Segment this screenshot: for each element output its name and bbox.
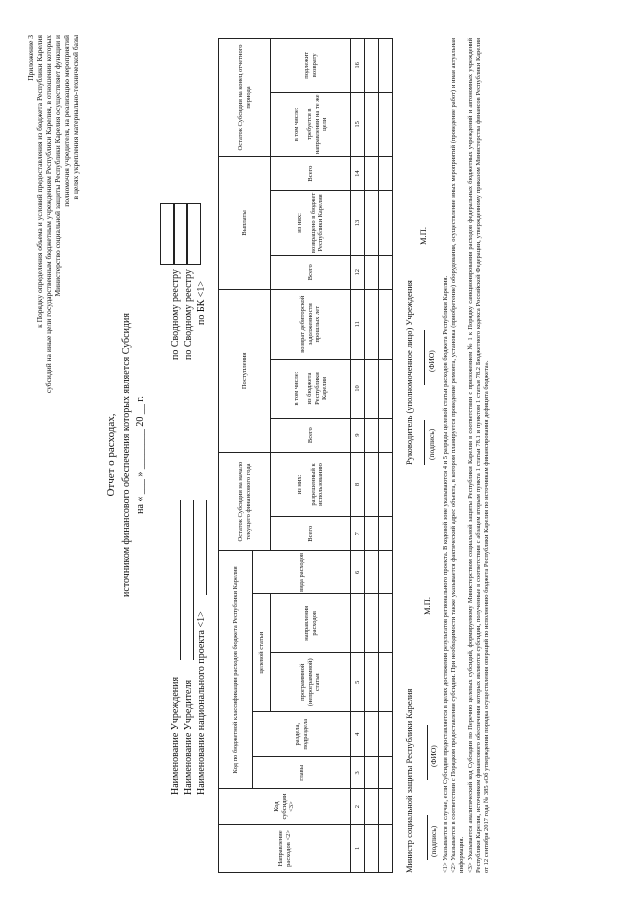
header-direction-exp: направления расходов [271, 594, 351, 653]
header-chapter: главы [253, 757, 351, 789]
table-row [365, 39, 379, 873]
header-budget-code: Код по бюджетной классификации расходов бюджета Республики Карелия [219, 551, 253, 789]
header-section: раздела, подраздела [253, 712, 351, 757]
header-expense-type: вида расходов [253, 551, 351, 594]
founder-name-label: Наименование Учредителя [183, 679, 194, 795]
col-num: 14 [351, 156, 365, 190]
header-payments-total: Всего [271, 255, 351, 289]
col-num: 2 [351, 789, 365, 824]
appendix-label: Приложение 3 [26, 35, 35, 81]
report-subtitle: источником финансового обеспечения которых является Субсидия [121, 313, 132, 597]
col-num: 11 [351, 289, 365, 359]
col-num: 5 [351, 653, 365, 712]
header-balance-end: Остаток Субсидии на конец отчетного периода [219, 39, 271, 157]
head-fio-caption: (ФИО) [427, 350, 436, 372]
head-sign-line [424, 420, 425, 465]
col-num: 12 [351, 255, 365, 289]
header-target: целевой статьи [253, 594, 271, 712]
institution-name-line [180, 500, 181, 660]
header-including-2: в том числе: [292, 107, 300, 142]
header-required [271, 92, 351, 156]
header-to-return: подлежит возврату [271, 39, 351, 93]
header-program: программной (непрограммной) статьи [271, 653, 351, 712]
header-of-which-2: из них: [296, 213, 304, 233]
header-allowed [271, 452, 351, 516]
header-returned [271, 191, 351, 255]
header-end-total: Всего [271, 156, 351, 190]
col-num: 7 [351, 517, 365, 551]
header-receipts: Поступления [219, 289, 271, 452]
col-num [351, 594, 365, 653]
col-num: 13 [351, 191, 365, 255]
minister-sign-caption: (подпись) [429, 825, 438, 857]
col-num: 6 [351, 551, 365, 594]
col-num: 3 [351, 757, 365, 789]
institution-name-label: Наименование Учреждения [170, 676, 181, 795]
registry-label-2: по Сводному реестру [183, 269, 194, 360]
head-fio-line [424, 330, 425, 385]
col-num: 1 [351, 824, 365, 872]
table-row [379, 39, 393, 873]
minister-stamp: М.П. [422, 597, 432, 615]
header-receipts-total: Всего [271, 418, 351, 452]
column-number-row [351, 39, 365, 873]
report-date: на « ___ » ________ 20 __ г. [135, 396, 146, 514]
header-balance-start: Остаток Субсидии на начало текущего финансового года [219, 452, 271, 551]
header-from-budget-text: из бюджета Республики Карелия [306, 372, 328, 405]
header-required-text: требуется в направлении на те же цели [306, 94, 328, 155]
founder-name-line [193, 500, 194, 660]
header-returned-text: возвращено в бюджет Республики Карелия [309, 192, 325, 254]
col-num: 9 [351, 418, 365, 452]
head-sign-caption: (подпись) [427, 428, 436, 460]
footnote-1: <1> Указывается в случае, если Субсидия предоставляется в целях достижения результатов регионального проекта. В кодовой зоне указываются 4 и 5 разряды целевой статьи расходов бюджета Республики Карелия. [442, 275, 449, 873]
header-from-budget [271, 359, 351, 418]
project-name-label: Наименование национального проекта <1> [196, 611, 207, 795]
header-including: в том числе: [292, 371, 300, 406]
col-num: 10 [351, 359, 365, 418]
col-num: 4 [351, 712, 365, 757]
header-payments: Выплаты [219, 156, 271, 289]
minister-fio-line [427, 725, 428, 780]
header-subsidy-code: Код субсидии <3> [219, 789, 351, 824]
head-label: Руководитель (уполномоченное лицо) Учреждения [404, 280, 414, 465]
col-num: 16 [351, 39, 365, 93]
minister-sign-line [427, 815, 428, 860]
header-start-total: Всего [271, 517, 351, 551]
minister-label: Министр социальной защиты Республики Карелия [404, 688, 414, 873]
header-line-5: в целях укрепления материально-технической базы [71, 35, 80, 200]
bk-code-box [186, 203, 201, 265]
head-stamp: М.П. [418, 227, 428, 245]
header-return-debt: возврат дебиторской задолженности прошлых лет [271, 289, 351, 359]
header-direction: Направление расходов <2> [219, 824, 351, 872]
project-name-line [206, 500, 207, 595]
report-title: Отчет о расходах, [105, 413, 117, 497]
col-num: 8 [351, 452, 365, 516]
minister-fio-caption: (ФИО) [429, 745, 438, 767]
header-line-2: субсидий на иные цели государственным бюджетным учреждениям Республики Карелия, в отношении которых [44, 35, 53, 394]
registry-label-1: по Сводному реестру [170, 269, 181, 360]
header-allowed-text: разрешенный к использованию [309, 463, 325, 506]
footnote-2: <2> Указывается в соответствии с Порядком предоставления субсидии. При необходимости также указывается фактический адрес объекта, в котором планируется проведение ремонта, установка (приобретение) оборудования, осуществление иных мероприятий (проведение работ) и иная актуальная информация. [450, 38, 466, 873]
header-line-1: к Порядку определения объема и условий предоставления из бюджета Республики Карелия [35, 35, 44, 328]
col-num: 15 [351, 92, 365, 156]
report-table [218, 38, 393, 873]
footnote-3: <3> Указывается аналитический код Субсидии по Перечню целевых субсидий, формируемому Министерством социальной защиты Республики Карелия в соответствии с приложением № 1 к Порядку санкционирования расходов федеральных бюджетных учреждений и автономных учреждений Республики Карелия, источником финансового обеспечения которых являются субсидии, полученные в соответствии с абзацем вторым пункта 1 статьи 78.1 и пунктом 1 статьи 78.2 Бюджетного кодекса Российской Федерации, утвержденному приказом Министерства финансов Республики Карелия от 12 сентября 2017 года № 385 «Об утверждении порядка осуществления операций по исполнению бюджета Республики Карелия по источникам финансирования дефицита бюджета». [466, 38, 491, 873]
rotated-document [20, 25, 620, 885]
header-of-which: из них: [296, 474, 304, 495]
bk-label: по БК <1> [196, 280, 207, 325]
footnotes [442, 38, 491, 873]
header-line-3: Министерство социальной защиты Республики Карелия осуществляет функции и [53, 35, 62, 297]
header-line-4: полномочия учредителя, на реализацию мероприятий [62, 35, 71, 207]
